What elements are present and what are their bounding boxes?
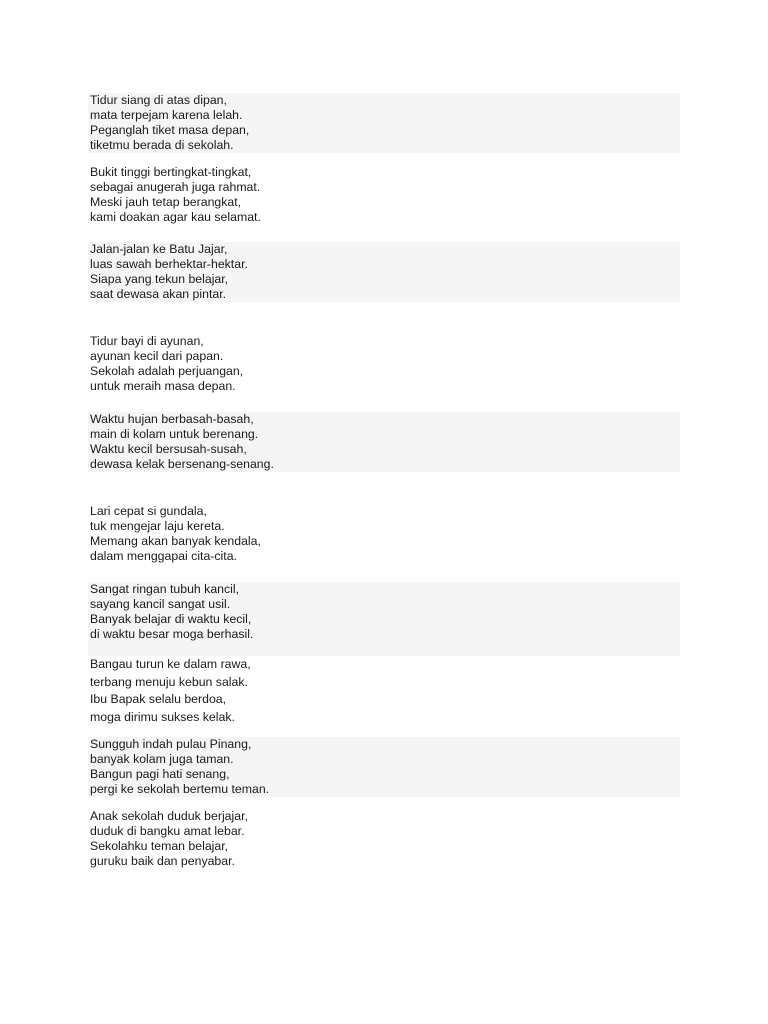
stanza-line: pergi ke sekolah bertemu teman. <box>90 782 270 796</box>
stanza-line: Sekolahku teman belajar, <box>90 839 229 853</box>
stanza-line: Sekolah adalah perjuangan, <box>90 364 244 378</box>
stanza-line: Peganglah tiket masa depan, <box>90 123 250 137</box>
stanza-line: Waktu kecil bersusah-susah, <box>90 442 247 456</box>
stanza-line: dalam menggapai cita-cita. <box>90 549 237 563</box>
stanza-line: mata terpejam karena lelah. <box>90 108 243 122</box>
stanza-line: ayunan kecil dari papan. <box>90 349 224 363</box>
stanza-line: moga dirimu sukses kelak. <box>90 709 235 724</box>
stanza-line: Anak sekolah duduk berjajar, <box>90 809 248 823</box>
stanza-line: duduk di bangku amat lebar. <box>90 824 245 838</box>
stanza-1 <box>88 93 680 153</box>
stanza-line: Sungguh indah pulau Pinang, <box>90 737 252 751</box>
stanza-line: tiketmu berada di sekolah. <box>90 138 234 152</box>
stanza-line: Bangau turun ke dalam rawa, <box>90 657 251 671</box>
stanza-line: luas sawah berhektar-hektar. <box>90 257 248 271</box>
stanza-line: Ibu Bapak selalu berdoa, <box>90 692 227 706</box>
stanza-line: Siapa yang tekun belajar, <box>90 272 229 286</box>
stanza-line: Memang akan banyak kendala, <box>90 534 261 548</box>
stanza-line: guruku baik dan penyabar. <box>90 854 235 868</box>
stanza-line: Bangun pagi hati senang, <box>90 767 230 781</box>
stanza-line: di waktu besar moga berhasil. <box>90 627 254 641</box>
stanza-line: sebagai anugerah juga rahmat. <box>90 180 261 194</box>
stanza-line: Bukit tinggi bertingkat-tingkat, <box>90 165 252 179</box>
stanza-line: Tidur siang di atas dipan, <box>90 93 227 107</box>
stanza-line: Meski jauh tetap berangkat, <box>90 195 242 209</box>
stanza-line: terbang menuju kebun salak. <box>90 674 248 689</box>
stanza-10 <box>88 809 680 869</box>
stanza-line: saat dewasa akan pintar. <box>90 287 227 301</box>
stanza-line: tuk mengejar laju kereta. <box>90 519 225 533</box>
stanza-line: Banyak belajar di waktu kecil, <box>90 612 252 626</box>
stanza-7 <box>88 582 680 656</box>
stanza-2 <box>88 165 680 225</box>
stanza-6 <box>88 504 680 564</box>
stanza-8 <box>88 656 680 726</box>
stanza-line: dewasa kelak bersenang-senang. <box>90 457 274 471</box>
stanza-3 <box>88 242 680 302</box>
stanza-line: untuk meraih masa depan. <box>90 379 236 393</box>
stanza-9 <box>88 737 680 797</box>
stanza-line: Tidur bayi di ayunan, <box>90 334 204 348</box>
stanza-line: Lari cepat si gundala, <box>90 504 207 518</box>
stanza-line: banyak kolam juga taman. <box>90 752 234 766</box>
stanza-line: Jalan-jalan ke Batu Jajar, <box>90 242 228 256</box>
stanza-4 <box>88 334 680 394</box>
stanza-line: main di kolam untuk berenang. <box>90 427 259 441</box>
stanza-line: Waktu hujan berbasah-basah, <box>90 412 254 426</box>
stanza-line: sayang kancil sangat usil. <box>90 597 231 611</box>
stanza-5 <box>88 412 680 472</box>
stanza-line: kami doakan agar kau selamat. <box>90 210 261 224</box>
stanza-line: Sangat ringan tubuh kancil, <box>90 582 240 596</box>
